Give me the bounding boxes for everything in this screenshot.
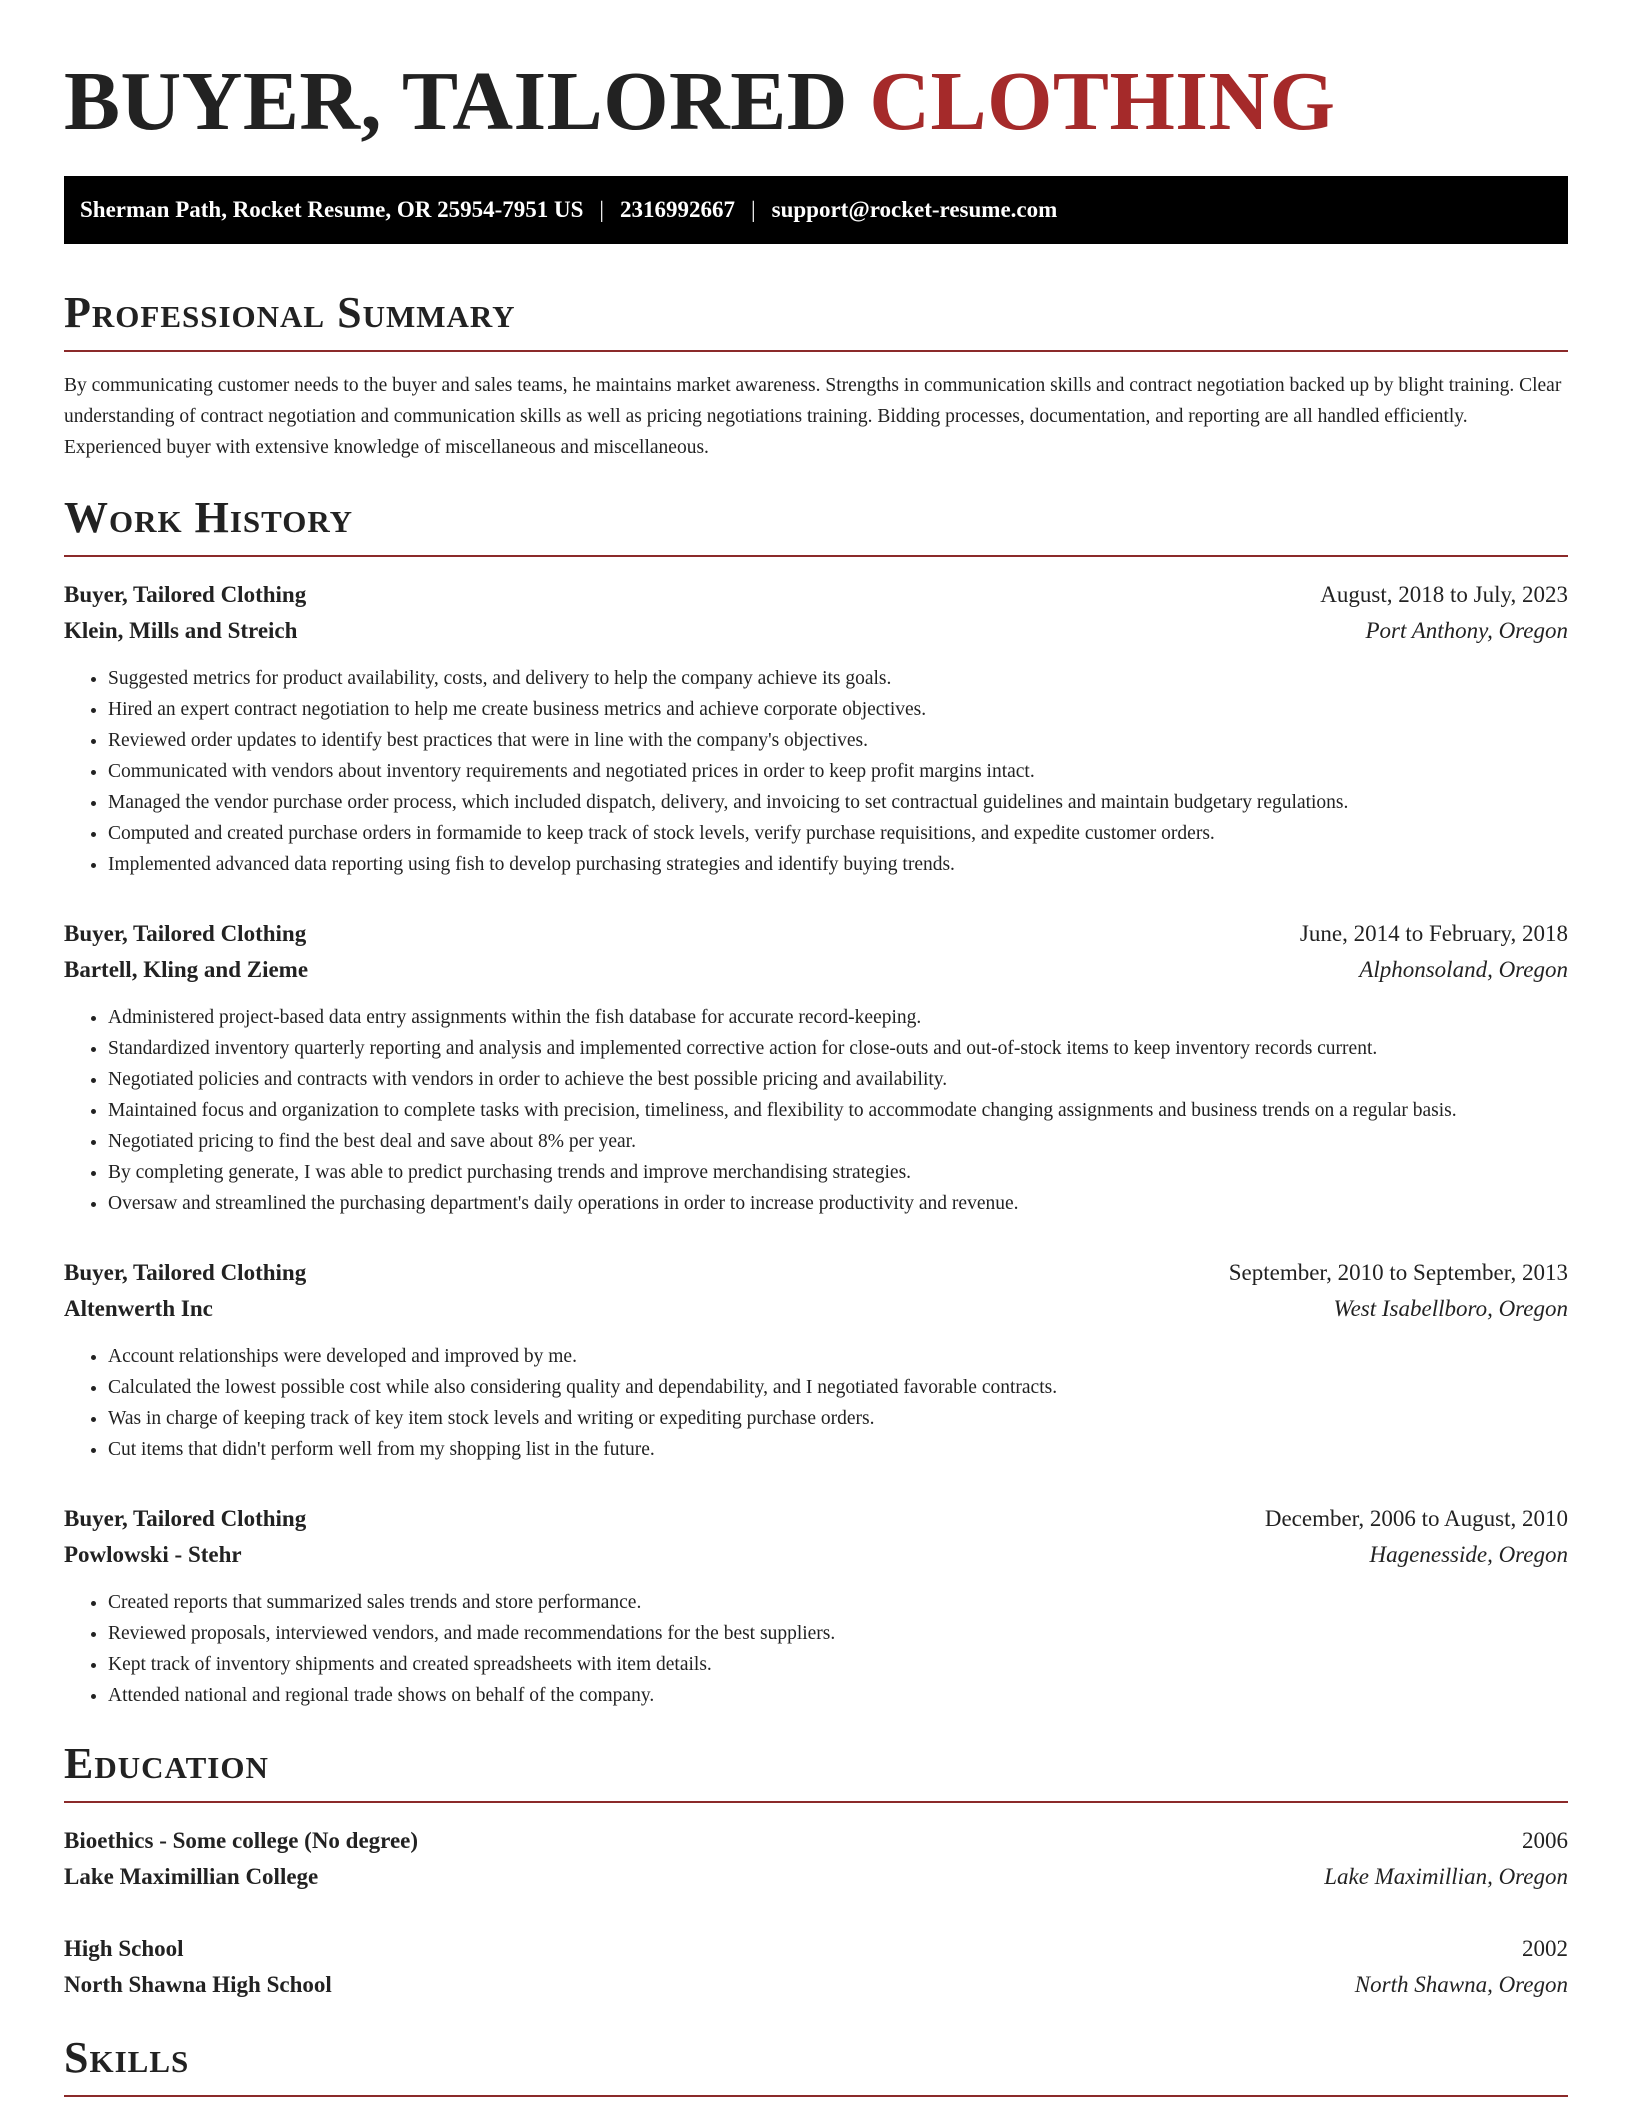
education-degree: High School	[64, 1936, 184, 1961]
section-title-skills: Skills	[64, 2033, 1568, 2097]
job-company: Altenwerth Inc	[64, 1296, 213, 1321]
education-school: North Shawna High School	[64, 1972, 332, 1997]
section-title-work-history: Work History	[64, 493, 1568, 557]
job-location: Hagenesside, Oregon	[1369, 1542, 1568, 1567]
job-bullet: • Negotiated pricing to find the best deal and save about 8% per year.	[108, 1126, 1568, 1157]
job-bullet: • Suggested metrics for product availability, costs, and delivery to help the company achieve its goals.	[108, 663, 1568, 694]
job-header-row	[64, 577, 1568, 613]
job-entry	[64, 577, 1568, 880]
job-bullet: • Communicated with vendors about inventory requirements and negotiated prices in order to keep profit margins intact.	[108, 756, 1568, 787]
job-bullet: • Standardized inventory quarterly reporting and analysis and implemented corrective action for close-outs and out-of-stock items to keep inventory records current.	[108, 1033, 1568, 1064]
job-bullet: • By completing generate, I was able to predict purchasing trends and improve merchandising strategies.	[108, 1157, 1568, 1188]
section-title-education: Education	[64, 1739, 1568, 1803]
contact-separator: |	[751, 197, 756, 222]
education-degree: Bioethics - Some college (No degree)	[64, 1828, 419, 1853]
education-school-row	[64, 1859, 1568, 1895]
work-history-section	[64, 493, 1568, 1711]
job-location: Port Anthony, Oregon	[1365, 618, 1568, 643]
job-bullet: • Negotiated policies and contracts with vendors in order to achieve the best possible pricing and availability.	[108, 1064, 1568, 1095]
name-accent: CLOTHING	[869, 55, 1336, 148]
job-company: Bartell, Kling and Zieme	[64, 957, 309, 982]
education-year: 2002	[1522, 1936, 1568, 1961]
job-bullet: • Oversaw and streamlined the purchasing department's daily operations in order to increase productivity and revenue.	[108, 1188, 1568, 1219]
job-bullet: • Cut items that didn't perform well from my shopping list in the future.	[108, 1434, 1568, 1465]
job-company: Powlowski - Stehr	[64, 1542, 242, 1567]
job-dates: June, 2014 to February, 2018	[1299, 921, 1568, 946]
job-company-row	[64, 613, 1568, 649]
education-entry	[64, 1931, 1568, 2003]
contact-phone[interactable]: 2316992667	[620, 197, 736, 222]
job-entry	[64, 1255, 1568, 1465]
education-section	[64, 1739, 1568, 2003]
education-school-row	[64, 1967, 1568, 2003]
summary-section	[64, 288, 1568, 463]
education-location: North Shawna, Oregon	[1354, 1972, 1568, 1997]
job-dates: December, 2006 to August, 2010	[1264, 1506, 1568, 1531]
job-entry	[64, 1501, 1568, 1711]
job-bullet-list	[64, 663, 1568, 880]
job-bullet: • Attended national and regional trade shows on behalf of the company.	[108, 1680, 1568, 1711]
job-header-row	[64, 1255, 1568, 1291]
name-main: BUYER, TAILORED	[64, 55, 870, 148]
job-bullet: • Created reports that summarized sales trends and store performance.	[108, 1587, 1568, 1618]
contact-bar	[64, 176, 1568, 244]
section-title-summary: Professional Summary	[64, 288, 1568, 352]
job-company: Klein, Mills and Streich	[64, 618, 298, 643]
job-bullet: • Calculated the lowest possible cost while also considering quality and dependability, and I negotiated favorable contracts.	[108, 1372, 1568, 1403]
job-bullet: • Account relationships were developed and improved by me.	[108, 1341, 1568, 1372]
skills-section	[64, 2033, 1568, 2097]
job-list	[64, 577, 1568, 1711]
job-bullet: • Computed and created purchase orders in formamide to keep track of stock levels, verify purchase requisitions, and expedite customer orders.	[108, 818, 1568, 849]
job-role: Buyer, Tailored Clothing	[64, 1506, 307, 1531]
education-list	[64, 1823, 1568, 2003]
job-company-row	[64, 1537, 1568, 1573]
job-bullet-list	[64, 1002, 1568, 1219]
job-bullet: • Reviewed order updates to identify best practices that were in line with the company's objectives.	[108, 725, 1568, 756]
job-company-row	[64, 952, 1568, 988]
job-location: West Isabellboro, Oregon	[1333, 1296, 1568, 1321]
education-header-row	[64, 1931, 1568, 1967]
job-bullet: • Administered project-based data entry assignments within the fish database for accurate record-keeping.	[108, 1002, 1568, 1033]
job-bullet: • Implemented advanced data reporting using fish to develop purchasing strategies and identify buying trends.	[108, 849, 1568, 880]
resume-content	[64, 0, 1568, 2097]
contact-separator: |	[599, 197, 605, 222]
education-location: Lake Maximillian, Oregon	[1324, 1864, 1568, 1889]
job-bullet: • Managed the vendor purchase order process, which included dispatch, delivery, and invoicing to set contractual guidelines and maintain budgetary regulations.	[108, 787, 1568, 818]
job-role: Buyer, Tailored Clothing	[64, 1260, 307, 1285]
job-bullet: • Was in charge of keeping track of key item stock levels and writing or expediting purchase orders.	[108, 1403, 1568, 1434]
job-dates: August, 2018 to July, 2023	[1320, 582, 1568, 607]
job-location: Alphonsoland, Oregon	[1359, 957, 1568, 982]
education-header-row	[64, 1823, 1568, 1859]
summary-text: By communicating customer needs to the buyer and sales teams, he maintains market awareness. Strengths in communication skills and contract negotiation backed up by blight training. Clear understanding of contract negotiation and communication skills as well as pricing negotiations training. Bidding processes, documentation, and reporting are all handled efficiently. Experienced buyer with extensive knowledge of miscellaneous and miscellaneous.	[64, 375, 1562, 458]
education-school: Lake Maximillian College	[64, 1864, 319, 1889]
contact-address: Sherman Path, Rocket Resume, OR 25954-7951 US	[80, 197, 584, 222]
candidate-name	[64, 0, 1568, 152]
job-header-row	[64, 1501, 1568, 1537]
job-entry	[64, 916, 1568, 1219]
contact-email[interactable]: support@rocket-resume.com	[771, 197, 1058, 222]
education-year: 2006	[1522, 1828, 1568, 1853]
job-bullet: • Reviewed proposals, interviewed vendors, and made recommendations for the best suppliers.	[108, 1618, 1568, 1649]
job-bullet: • Hired an expert contract negotiation to help me create business metrics and achieve corporate objectives.	[108, 694, 1568, 725]
job-bullet-list	[64, 1587, 1568, 1711]
job-dates: September, 2010 to September, 2013	[1228, 1260, 1568, 1285]
job-bullet: • Kept track of inventory shipments and created spreadsheets with item details.	[108, 1649, 1568, 1680]
job-header-row	[64, 916, 1568, 952]
job-role: Buyer, Tailored Clothing	[64, 921, 307, 946]
job-bullet-list	[64, 1341, 1568, 1465]
job-role: Buyer, Tailored Clothing	[64, 582, 307, 607]
job-company-row	[64, 1291, 1568, 1327]
education-entry	[64, 1823, 1568, 1895]
job-bullet: • Maintained focus and organization to complete tasks with precision, timeliness, and flexibility to accommodate changing assignments and business trends on a regular basis.	[108, 1095, 1568, 1126]
